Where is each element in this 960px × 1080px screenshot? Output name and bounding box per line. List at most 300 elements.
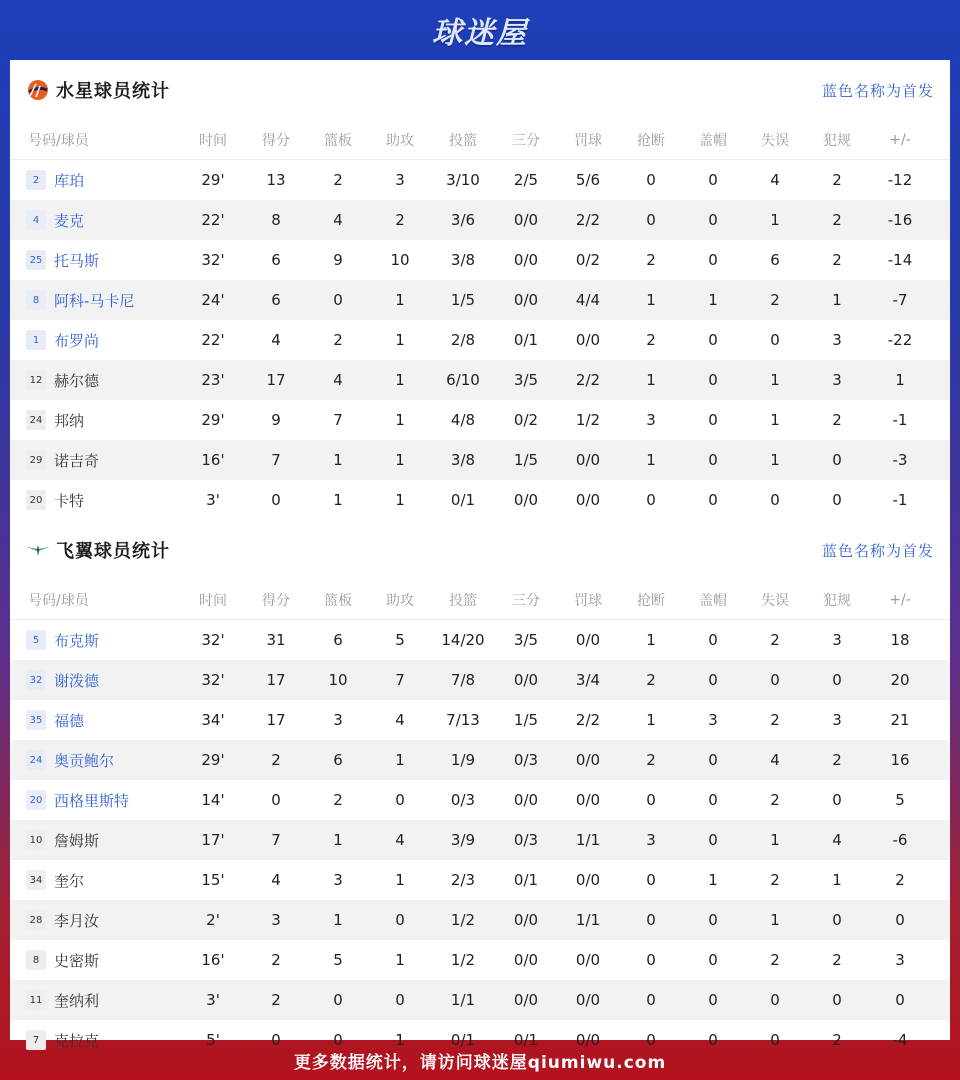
stat-fg: 7/8 — [450, 671, 476, 689]
stat-turnovers: 1 — [770, 411, 780, 429]
jersey-number-badge: 8 — [26, 290, 46, 310]
stat-steals: 0 — [646, 991, 656, 1009]
stat-blocks: 0 — [708, 491, 718, 509]
stat-turnovers: 6 — [770, 251, 780, 269]
stat-fouls: 0 — [832, 911, 842, 929]
starter-player-name[interactable]: 谢泼德 — [54, 671, 100, 690]
table-row — [10, 820, 950, 860]
stat-3pt: 0/0 — [513, 991, 539, 1009]
stat-time: 23' — [201, 371, 225, 389]
site-logo[interactable]: 球迷屋 — [432, 16, 528, 51]
stat-fouls: 0 — [832, 791, 842, 809]
stat-assists: 1 — [395, 1031, 405, 1049]
stat-rebounds: 6 — [333, 631, 343, 649]
stat-plusminus: -4 — [892, 1031, 908, 1049]
col-header-blocks: 盖帽 — [699, 592, 727, 609]
stat-fouls: 0 — [832, 451, 842, 469]
suns-logo-icon — [26, 78, 50, 102]
stat-blocks: 3 — [708, 711, 718, 729]
stat-rebounds: 9 — [333, 251, 343, 269]
stat-steals: 0 — [646, 491, 656, 509]
bench-player-name[interactable]: 史密斯 — [54, 951, 100, 970]
stat-blocks: 0 — [708, 171, 718, 189]
jersey-number-badge: 20 — [26, 490, 46, 510]
player-cell — [10, 210, 180, 231]
col-header-rebounds: 篮板 — [324, 592, 352, 609]
stat-turnovers: 4 — [770, 751, 780, 769]
jersey-number-badge: 29 — [26, 450, 46, 470]
stat-plusminus: 16 — [890, 751, 910, 769]
bench-player-name[interactable]: 赫尔德 — [54, 371, 100, 390]
stat-assists: 1 — [395, 411, 405, 429]
table-row — [10, 900, 950, 940]
team-title: 水星球员统计 — [56, 81, 170, 102]
table-row — [10, 980, 950, 1020]
stat-ft: 0/0 — [575, 1031, 601, 1049]
stat-rebounds: 2 — [333, 331, 343, 349]
col-header-fg: 投篮 — [449, 592, 477, 609]
table-row — [10, 620, 950, 660]
stat-fouls: 2 — [832, 171, 842, 189]
stat-steals: 1 — [646, 371, 656, 389]
stat-points: 4 — [271, 871, 281, 889]
stat-assists: 1 — [395, 491, 405, 509]
stat-time: 32' — [201, 631, 225, 649]
stat-turnovers: 2 — [770, 631, 780, 649]
stat-ft: 0/0 — [575, 871, 601, 889]
col-header-plusminus: +/- — [889, 131, 911, 148]
stat-fouls: 2 — [832, 951, 842, 969]
stat-blocks: 0 — [708, 331, 718, 349]
stat-time: 16' — [201, 951, 225, 969]
stat-fg: 1/5 — [450, 291, 476, 309]
stat-fg: 1/2 — [450, 951, 476, 969]
starter-note: 蓝色名称为首发 — [821, 81, 934, 100]
player-cell — [10, 950, 180, 971]
jersey-number-badge: 11 — [26, 990, 46, 1010]
col-header-plusminus: +/- — [889, 591, 911, 608]
starter-player-name[interactable]: 阿科-马卡尼 — [54, 291, 135, 310]
player-cell — [10, 830, 180, 851]
stat-3pt: 0/1 — [513, 871, 539, 889]
jersey-number-badge: 24 — [26, 410, 46, 430]
stat-3pt: 0/0 — [513, 291, 539, 309]
stat-fg: 3/6 — [450, 211, 476, 229]
stat-steals: 0 — [646, 171, 656, 189]
stat-rebounds: 1 — [333, 491, 343, 509]
jersey-number-badge: 4 — [26, 210, 46, 230]
stat-steals: 3 — [646, 831, 656, 849]
player-cell — [10, 490, 180, 511]
stat-fouls: 2 — [832, 211, 842, 229]
player-cell — [10, 870, 180, 891]
stat-assists: 7 — [395, 671, 405, 689]
stat-ft: 0/0 — [575, 331, 601, 349]
stat-fouls: 0 — [832, 671, 842, 689]
col-header-fouls: 犯规 — [823, 592, 851, 609]
stat-fg: 3/10 — [446, 171, 480, 189]
stat-blocks: 0 — [708, 751, 718, 769]
stat-plusminus: -22 — [887, 331, 913, 349]
col-header-rebounds: 篮板 — [324, 132, 352, 149]
starter-note: 蓝色名称为首发 — [821, 541, 934, 560]
stat-points: 9 — [271, 411, 281, 429]
player-cell — [10, 330, 180, 351]
starter-player-name[interactable]: 西格里斯特 — [54, 791, 130, 810]
table-row — [10, 360, 950, 400]
col-header-points: 得分 — [262, 592, 290, 609]
player-cell — [10, 990, 180, 1011]
stat-assists: 2 — [395, 211, 405, 229]
footer-link[interactable]: 更多数据统计，请访问球迷屋qiumiwu.com — [293, 1052, 667, 1073]
stat-rebounds: 1 — [333, 911, 343, 929]
stat-assists: 4 — [395, 711, 405, 729]
stat-blocks: 0 — [708, 911, 718, 929]
stat-plusminus: -6 — [892, 831, 908, 849]
table-row — [10, 940, 950, 980]
stat-blocks: 0 — [708, 631, 718, 649]
stat-fouls: 3 — [832, 331, 842, 349]
player-cell — [10, 170, 180, 191]
starter-player-name[interactable]: 布克斯 — [54, 631, 100, 650]
stat-fg: 14/20 — [441, 631, 485, 649]
stat-fouls: 3 — [832, 711, 842, 729]
stat-fg: 3/8 — [450, 451, 476, 469]
stat-turnovers: 2 — [770, 791, 780, 809]
stat-blocks: 1 — [708, 871, 718, 889]
player-cell — [10, 790, 180, 811]
jersey-number-badge: 34 — [26, 870, 46, 890]
col-header-assists: 助攻 — [386, 592, 414, 609]
stat-turnovers: 0 — [770, 1031, 780, 1049]
stat-time: 32' — [201, 671, 225, 689]
jersey-number-badge: 24 — [26, 750, 46, 770]
stat-ft: 4/4 — [575, 291, 601, 309]
stat-blocks: 0 — [708, 671, 718, 689]
starter-player-name[interactable]: 布罗尚 — [54, 331, 100, 350]
stat-3pt: 0/3 — [513, 751, 539, 769]
col-header-assists: 助攻 — [386, 132, 414, 149]
col-header-blocks: 盖帽 — [699, 132, 727, 149]
table-row — [10, 240, 950, 280]
team-section-wings — [10, 520, 950, 1060]
stat-rebounds: 5 — [333, 951, 343, 969]
stat-fg: 0/1 — [450, 491, 476, 509]
team-rows — [10, 620, 950, 1060]
stat-assists: 1 — [395, 291, 405, 309]
stat-ft: 2/2 — [575, 711, 601, 729]
stat-3pt: 0/0 — [513, 791, 539, 809]
stat-3pt: 2/5 — [513, 171, 539, 189]
stat-turnovers: 2 — [770, 871, 780, 889]
table-row — [10, 200, 950, 240]
stat-points: 2 — [271, 951, 281, 969]
stat-fouls: 0 — [832, 491, 842, 509]
stat-3pt: 0/1 — [513, 331, 539, 349]
stat-turnovers: 1 — [770, 911, 780, 929]
table-row — [10, 480, 950, 520]
stat-blocks: 1 — [708, 291, 718, 309]
stat-time: 24' — [201, 291, 225, 309]
stat-points: 2 — [271, 991, 281, 1009]
stat-points: 13 — [266, 171, 286, 189]
stat-time: 22' — [201, 331, 225, 349]
stat-3pt: 0/1 — [513, 1031, 539, 1049]
bench-player-name[interactable]: 邦纳 — [54, 411, 85, 430]
stat-points: 4 — [271, 331, 281, 349]
stat-points: 3 — [271, 911, 281, 929]
stat-plusminus: 3 — [895, 951, 905, 969]
stat-steals: 0 — [646, 911, 656, 929]
jersey-number-badge: 2 — [26, 170, 46, 190]
stat-3pt: 0/0 — [513, 671, 539, 689]
jersey-number-badge: 20 — [26, 790, 46, 810]
stat-3pt: 0/3 — [513, 831, 539, 849]
stat-3pt: 3/5 — [513, 371, 539, 389]
starter-player-name[interactable]: 库珀 — [54, 171, 85, 190]
stat-rebounds: 6 — [333, 751, 343, 769]
stat-time: 5' — [206, 1031, 220, 1049]
stat-time: 17' — [201, 831, 225, 849]
stat-blocks: 0 — [708, 371, 718, 389]
stat-plusminus: 0 — [895, 991, 905, 1009]
player-cell — [10, 910, 180, 931]
stat-ft: 2/2 — [575, 211, 601, 229]
stat-rebounds: 2 — [333, 171, 343, 189]
jersey-number-badge: 32 — [26, 670, 46, 690]
stat-fg: 1/1 — [450, 991, 476, 1009]
stat-assists: 1 — [395, 451, 405, 469]
jersey-number-badge: 12 — [26, 370, 46, 390]
jersey-number-badge: 5 — [26, 630, 46, 650]
team-header — [10, 60, 950, 120]
stat-blocks: 0 — [708, 991, 718, 1009]
stat-assists: 4 — [395, 831, 405, 849]
stat-time: 15' — [201, 871, 225, 889]
col-header-steals: 抢断 — [637, 592, 665, 609]
jersey-number-badge: 35 — [26, 710, 46, 730]
stat-ft: 0/2 — [575, 251, 601, 269]
jersey-number-badge: 8 — [26, 950, 46, 970]
bench-player-name[interactable]: 奎纳利 — [54, 991, 100, 1010]
stat-blocks: 0 — [708, 211, 718, 229]
stat-blocks: 0 — [708, 831, 718, 849]
stat-fouls: 1 — [832, 871, 842, 889]
stat-ft: 1/1 — [575, 911, 601, 929]
stat-ft: 3/4 — [575, 671, 601, 689]
stat-3pt: 0/0 — [513, 491, 539, 509]
stat-points: 6 — [271, 291, 281, 309]
bench-player-name[interactable]: 克拉克 — [54, 1031, 100, 1050]
col-header-3pt: 三分 — [512, 592, 540, 609]
stat-blocks: 0 — [708, 791, 718, 809]
stat-points: 2 — [271, 751, 281, 769]
stat-turnovers: 1 — [770, 451, 780, 469]
stat-ft: 2/2 — [575, 371, 601, 389]
stat-time: 16' — [201, 451, 225, 469]
stat-ft: 0/0 — [575, 991, 601, 1009]
col-header-turnovers: 失误 — [761, 132, 789, 149]
table-row — [10, 740, 950, 780]
stat-fouls: 2 — [832, 251, 842, 269]
stat-steals: 2 — [646, 751, 656, 769]
footer-banner — [0, 1040, 960, 1080]
stat-time: 14' — [201, 791, 225, 809]
player-cell — [10, 710, 180, 731]
table-row — [10, 440, 950, 480]
bench-player-name[interactable]: 李月汝 — [54, 911, 100, 930]
stat-steals: 3 — [646, 411, 656, 429]
team-header — [10, 520, 950, 580]
stat-rebounds: 1 — [333, 451, 343, 469]
wings-logo-icon — [26, 538, 50, 562]
starter-player-name[interactable]: 托马斯 — [54, 251, 100, 270]
team-rows — [10, 160, 950, 520]
stat-turnovers: 1 — [770, 371, 780, 389]
stat-turnovers: 1 — [770, 831, 780, 849]
stat-plusminus: -16 — [887, 211, 913, 229]
stat-ft: 0/0 — [575, 751, 601, 769]
stat-points: 31 — [266, 631, 286, 649]
stat-3pt: 0/2 — [513, 411, 539, 429]
stat-assists: 1 — [395, 331, 405, 349]
stat-ft: 0/0 — [575, 951, 601, 969]
stat-steals: 2 — [646, 671, 656, 689]
table-row — [10, 400, 950, 440]
bench-player-name[interactable]: 詹姆斯 — [54, 831, 100, 850]
player-cell — [10, 370, 180, 391]
bench-player-name[interactable]: 诺吉奇 — [54, 451, 100, 470]
stat-fg: 0/3 — [450, 791, 476, 809]
table-header-row — [10, 120, 950, 160]
stat-rebounds: 4 — [333, 211, 343, 229]
player-cell — [10, 630, 180, 651]
stat-time: 3' — [206, 491, 220, 509]
stat-fg: 3/8 — [450, 251, 476, 269]
stat-time: 32' — [201, 251, 225, 269]
starter-player-name[interactable]: 麦克 — [54, 211, 85, 230]
bench-player-name[interactable]: 卡特 — [54, 491, 85, 510]
col-header-ft: 罚球 — [574, 592, 602, 609]
stat-assists: 0 — [395, 991, 405, 1009]
stat-steals: 1 — [646, 291, 656, 309]
stat-time: 29' — [201, 171, 225, 189]
stat-assists: 1 — [395, 871, 405, 889]
stat-time: 29' — [201, 411, 225, 429]
stat-3pt: 0/0 — [513, 951, 539, 969]
stat-rebounds: 10 — [328, 671, 348, 689]
stat-assists: 10 — [390, 251, 410, 269]
stat-turnovers: 2 — [770, 951, 780, 969]
stat-plusminus: 0 — [895, 911, 905, 929]
jersey-number-badge: 10 — [26, 830, 46, 850]
stat-3pt: 1/5 — [513, 451, 539, 469]
stat-assists: 5 — [395, 631, 405, 649]
bench-player-name[interactable]: 奎尔 — [54, 871, 85, 890]
stat-blocks: 0 — [708, 251, 718, 269]
col-header-time: 时间 — [199, 592, 227, 609]
player-cell — [10, 450, 180, 471]
stat-fouls: 4 — [832, 831, 842, 849]
stat-assists: 1 — [395, 371, 405, 389]
col-header-points: 得分 — [262, 132, 290, 149]
stat-plusminus: -1 — [892, 411, 908, 429]
stat-ft: 1/2 — [575, 411, 601, 429]
table-row — [10, 780, 950, 820]
stat-time: 3' — [206, 991, 220, 1009]
stat-fg: 2/8 — [450, 331, 476, 349]
stat-rebounds: 0 — [333, 991, 343, 1009]
col-header-ft: 罚球 — [574, 132, 602, 149]
team-section-suns — [10, 60, 950, 520]
stat-ft: 0/0 — [575, 451, 601, 469]
stat-assists: 3 — [395, 171, 405, 189]
stat-points: 17 — [266, 671, 286, 689]
stat-fouls: 2 — [832, 1031, 842, 1049]
jersey-number-badge: 25 — [26, 250, 46, 270]
table-row — [10, 160, 950, 200]
stat-points: 0 — [271, 1031, 281, 1049]
stat-steals: 2 — [646, 331, 656, 349]
stat-rebounds: 0 — [333, 291, 343, 309]
stat-fg: 1/2 — [450, 911, 476, 929]
player-cell — [10, 290, 180, 311]
col-header-player: 号码/球员 — [28, 592, 89, 609]
stat-3pt: 0/0 — [513, 911, 539, 929]
stat-3pt: 0/0 — [513, 251, 539, 269]
stat-ft: 0/0 — [575, 791, 601, 809]
stat-fouls: 2 — [832, 751, 842, 769]
stat-turnovers: 0 — [770, 491, 780, 509]
stat-points: 8 — [271, 211, 281, 229]
stat-steals: 0 — [646, 791, 656, 809]
stat-plusminus: 2 — [895, 871, 905, 889]
stat-points: 7 — [271, 451, 281, 469]
starter-player-name[interactable]: 奥贡鲍尔 — [54, 751, 115, 770]
stat-steals: 0 — [646, 951, 656, 969]
stat-plusminus: 5 — [895, 791, 905, 809]
stat-time: 2' — [206, 911, 220, 929]
stat-time: 22' — [201, 211, 225, 229]
starter-player-name[interactable]: 福德 — [54, 711, 85, 730]
stat-assists: 1 — [395, 951, 405, 969]
stat-points: 0 — [271, 491, 281, 509]
table-row — [10, 320, 950, 360]
table-row — [10, 860, 950, 900]
stat-steals: 0 — [646, 871, 656, 889]
stat-fouls: 3 — [832, 631, 842, 649]
stat-time: 34' — [201, 711, 225, 729]
stat-assists: 0 — [395, 911, 405, 929]
table-header-row — [10, 580, 950, 620]
stat-fg: 0/1 — [450, 1031, 476, 1049]
table-row — [10, 700, 950, 740]
stat-ft: 5/6 — [575, 171, 601, 189]
stat-points: 17 — [266, 711, 286, 729]
stat-blocks: 0 — [708, 411, 718, 429]
stat-3pt: 0/0 — [513, 211, 539, 229]
col-header-time: 时间 — [199, 132, 227, 149]
stat-steals: 1 — [646, 711, 656, 729]
stat-rebounds: 2 — [333, 791, 343, 809]
stat-time: 29' — [201, 751, 225, 769]
stat-assists: 0 — [395, 791, 405, 809]
team-title: 飞翼球员统计 — [56, 541, 170, 562]
col-header-3pt: 三分 — [512, 132, 540, 149]
stat-turnovers: 0 — [770, 671, 780, 689]
stat-points: 17 — [266, 371, 286, 389]
stat-fg: 3/9 — [450, 831, 476, 849]
